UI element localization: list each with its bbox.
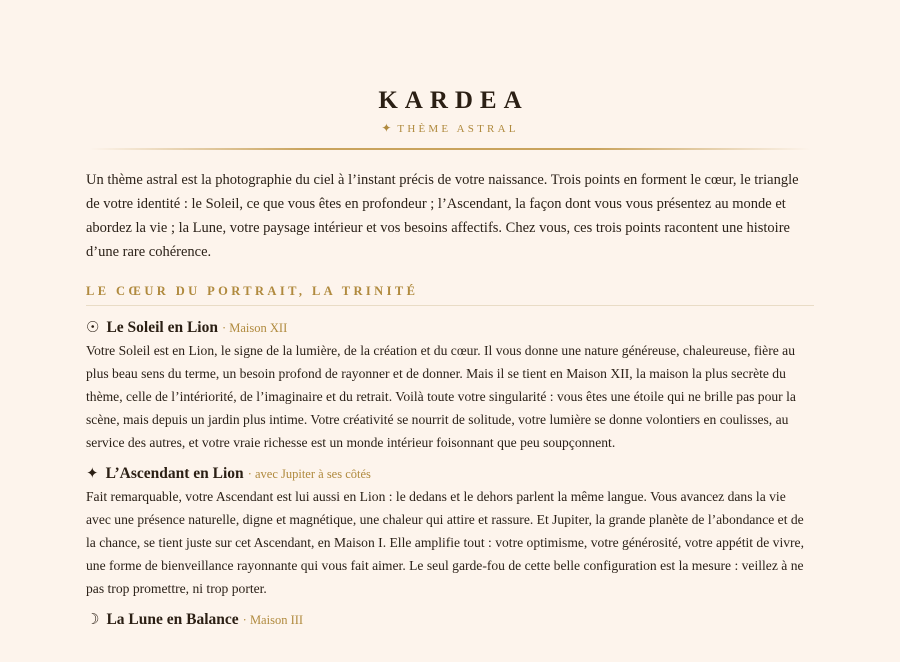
main-content: [86, 168, 814, 631]
intro-paragraph: Un thème astral est la photographie du ciel à l’instant précis de votre naissance. Trois points en forment le cœur, le triangle de votre identité : le Soleil, ce que vous êtes en profondeur ; l’Ascendant, la façon dont vous vous présentez au monde et abordez la vie ; la Lune, votre paysage intérieur et vos besoins affectifs. Chez vous, ces trois points racontent une histoire d’une rare cohérence.: [86, 172, 799, 260]
star-icon: ✦: [86, 466, 99, 482]
placement-sun: [86, 317, 814, 454]
placement-title: L’Ascendant en Lion: [105, 465, 244, 482]
placement-moon: [86, 609, 814, 631]
placement-description: Votre Soleil est en Lion, le signe de la lumière, de la création et du cœur. Il vous donne une nature généreuse, chaleureuse, fière au plus beau sens du terme, un besoin profond de rayonner et de donner. Mais il se tient en Maison XII, la maison la plus secrète du thème, celle de l’intériorité, de l’imaginaire et du retrait. Voilà toute votre singularité : vous êtes une étoile qui ne brille pas pour la scène, mais depuis un jardin plus intime. Votre créativité se nourrit de solitude, votre lumière se donne volontiers en coulisses, au service des autres, et votre vraie richesse est un monde intérieur foisonnant que peu soupçonnent.: [86, 343, 796, 450]
placement-ascendant: [86, 463, 814, 600]
page-subtitle: [0, 121, 900, 136]
placement-heading: [86, 317, 814, 339]
placement-heading: [86, 609, 814, 631]
subtitle-text: THÈME ASTRAL: [397, 123, 519, 135]
header-divider: [90, 148, 810, 150]
sparkle-icon: ✦: [381, 121, 392, 135]
placement-house: · Maison III: [242, 613, 304, 627]
placement-title: La Lune en Balance: [106, 611, 239, 628]
sun-icon: ☉: [86, 320, 100, 336]
brand-title: KARDEA: [378, 87, 529, 114]
placement-title: Le Soleil en Lion: [106, 319, 218, 336]
placement-heading: [86, 463, 814, 485]
placement-house: · avec Jupiter à ses côtés: [247, 467, 371, 481]
placement-house: · Maison XII: [221, 321, 288, 335]
placement-description: Fait remarquable, votre Ascendant est lui aussi en Lion : le dedans et le dehors parlent la même langue. Vous avancez dans la vie avec une présence naturelle, digne et magnétique, une chaleur qui attire et rassure. Et Jupiter, la grande planète de l’abondance et de la chance, se tient juste sur cet Ascendant, en Maison I. Elle amplifie tout : votre optimisme, votre générosité, votre appétit de vivre, une forme de bienveillance rayonnante qui vous fait aimer. Le seul garde-fou de cette belle configuration est la mesure : veillez à ne pas trop promettre, ni trop porter.: [86, 489, 804, 596]
section-heading: LE CŒUR DU PORTRAIT, LA TRINITÉ: [86, 283, 814, 306]
moon-icon: ☽: [86, 612, 100, 628]
page-header: [0, 0, 900, 150]
